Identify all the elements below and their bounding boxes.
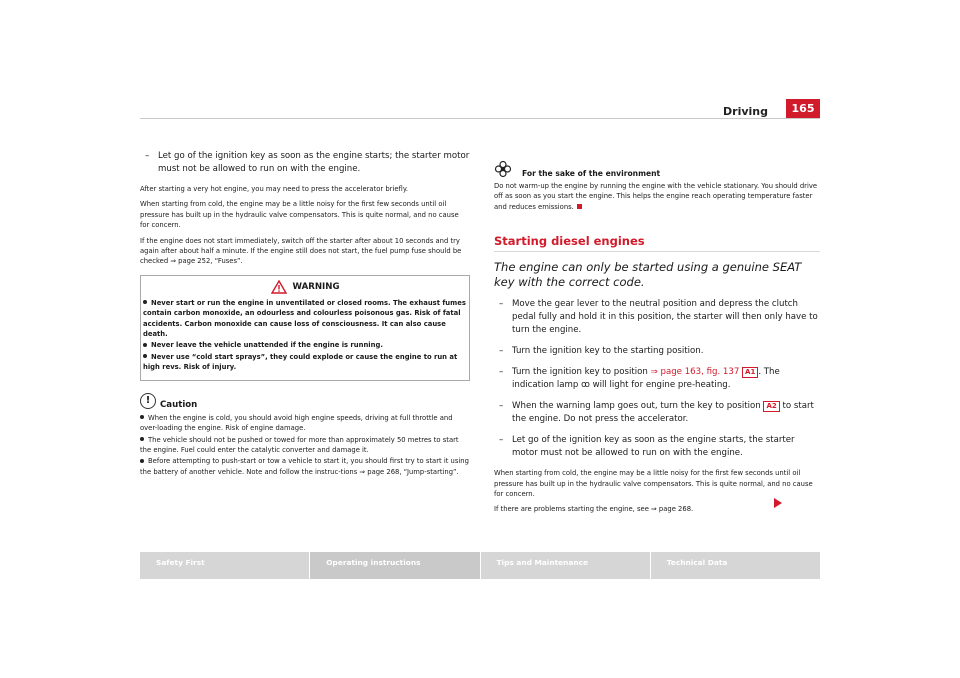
next-page-arrow-icon[interactable]: [774, 498, 782, 508]
step-preheat: – Turn the ignition key to position ⇒ page 163, fig. 137 A1 . The indication lamp ꝏ will light for engine pre-heating.: [499, 367, 780, 391]
footer-nav: [140, 552, 820, 579]
caution-item: The vehicle should not be pushed or towed for more than approximately 50 metres to start the engine. Fuel could enter the catalytic converter and damage it.: [140, 435, 459, 454]
caution-header: [140, 393, 470, 410]
step-gear-neutral: – Move the gear lever to the neutral position and depress the clutch pedal fully and hold it in this position, the starter will then only have to turn the engine.: [499, 299, 818, 336]
page-reference-link[interactable]: ⇒ page 163, fig. 137: [650, 367, 740, 378]
position-badge-a2: A2: [763, 401, 779, 412]
step-release-key: – Let go of the ignition key as soon as the engine starts; the starter motor must not be allowed to run on with the engine.: [145, 151, 470, 174]
paragraph-hot-engine: After starting a very hot engine, you may need to press the accelerator briefly.: [140, 185, 409, 193]
paragraph-cold-noise: When starting from cold, the engine may be a little noisy for the first few seconds until oil pressure has built up in the hydraulic valve compensators. This is quite normal, and no cause for concern.: [140, 200, 459, 230]
header-rule: [140, 118, 820, 119]
paragraph-cold-noise: When starting from cold, the engine may be a little noisy for the first few seconds until oil pressure has built up in the hydraulic valve compensators. This is quite normal, and no cause for concern.: [494, 469, 813, 499]
section-title: Starting diesel engines: [494, 234, 820, 252]
tab-technical-data[interactable]: Technical Data: [651, 552, 820, 579]
right-column: [494, 160, 820, 520]
page-number: 165: [786, 99, 820, 118]
tab-operating-instructions[interactable]: Operating instructions: [310, 552, 479, 579]
chapter-title: Driving: [723, 105, 768, 118]
warning-triangle-icon: [271, 280, 287, 294]
tab-tips-maintenance[interactable]: Tips and Maintenance: [481, 552, 650, 579]
warning-item: Never leave the vehicle unattended if the engine is running.: [143, 340, 467, 350]
warning-item: Never use “cold start sprays”, they could explode or cause the engine to run at high revs. Risk of injury.: [143, 352, 458, 372]
step-turn-key: – When the warning lamp goes out, turn the key to position A2 to start the engine. Do not press the accelerator.: [499, 401, 814, 425]
section-subtitle: The engine can only be started using a genuine SEAT key with the correct code.: [494, 260, 802, 290]
caution-item: Before attempting to push-start or tow a vehicle to start it, you should first try to start it using the battery of another vehicle. Note and follow the instruc-tions ⇒ page 268, “Jump-starting”.: [140, 457, 469, 476]
step-release-key: – Let go of the ignition key as soon as the engine starts, the starter motor must not be allowed to run on with the engine.: [499, 435, 795, 459]
step-start-position: – Turn the ignition key to the starting position.: [499, 346, 704, 357]
preheat-lamp-icon: ꝏ: [581, 380, 590, 391]
caution-item: When the engine is cold, you should avoid high engine speeds, driving at full throttle and over-loading the engine. Risk of engine damage.: [140, 413, 453, 433]
position-badge-a1: A1: [742, 367, 758, 378]
exclamation-circle-icon: !: [140, 393, 156, 409]
environment-title: For the sake of the environment: [522, 169, 661, 178]
paragraph-problems: If there are problems starting the engine, see ⇒ page 268.: [494, 505, 694, 514]
warning-item: Never start or run the engine in unventilated or closed rooms. The exhaust fumes contain carbon monoxide, an odourless and colourless poisonous gas. Risk of fatal accidents. Carbon monoxide can cause loss of consciousness. It can also cause death.: [143, 298, 466, 339]
warning-title: WARNING: [292, 281, 340, 292]
end-marker-icon: [577, 204, 582, 209]
environment-text: Do not warm-up the engine by running the engine with the vehicle stationary. You should drive off as soon as you start the engine. This helps the engine reach operating temperature faster and reduces emissions.: [494, 182, 818, 211]
left-column: [140, 150, 470, 478]
warning-header: [143, 280, 467, 294]
flower-icon: [494, 160, 512, 178]
environment-header: [494, 160, 820, 178]
caution-title: Caution: [160, 399, 198, 410]
tab-safety-first[interactable]: Safety First: [140, 552, 309, 579]
paragraph-no-start: If the engine does not start immediately, switch off the starter after about 10 seconds and try again after about half a minute. If the engine still does not start, the fuel pump fuse should be checked ⇒ page 252, “Fuses”.: [140, 236, 462, 266]
warning-box: [140, 275, 470, 381]
